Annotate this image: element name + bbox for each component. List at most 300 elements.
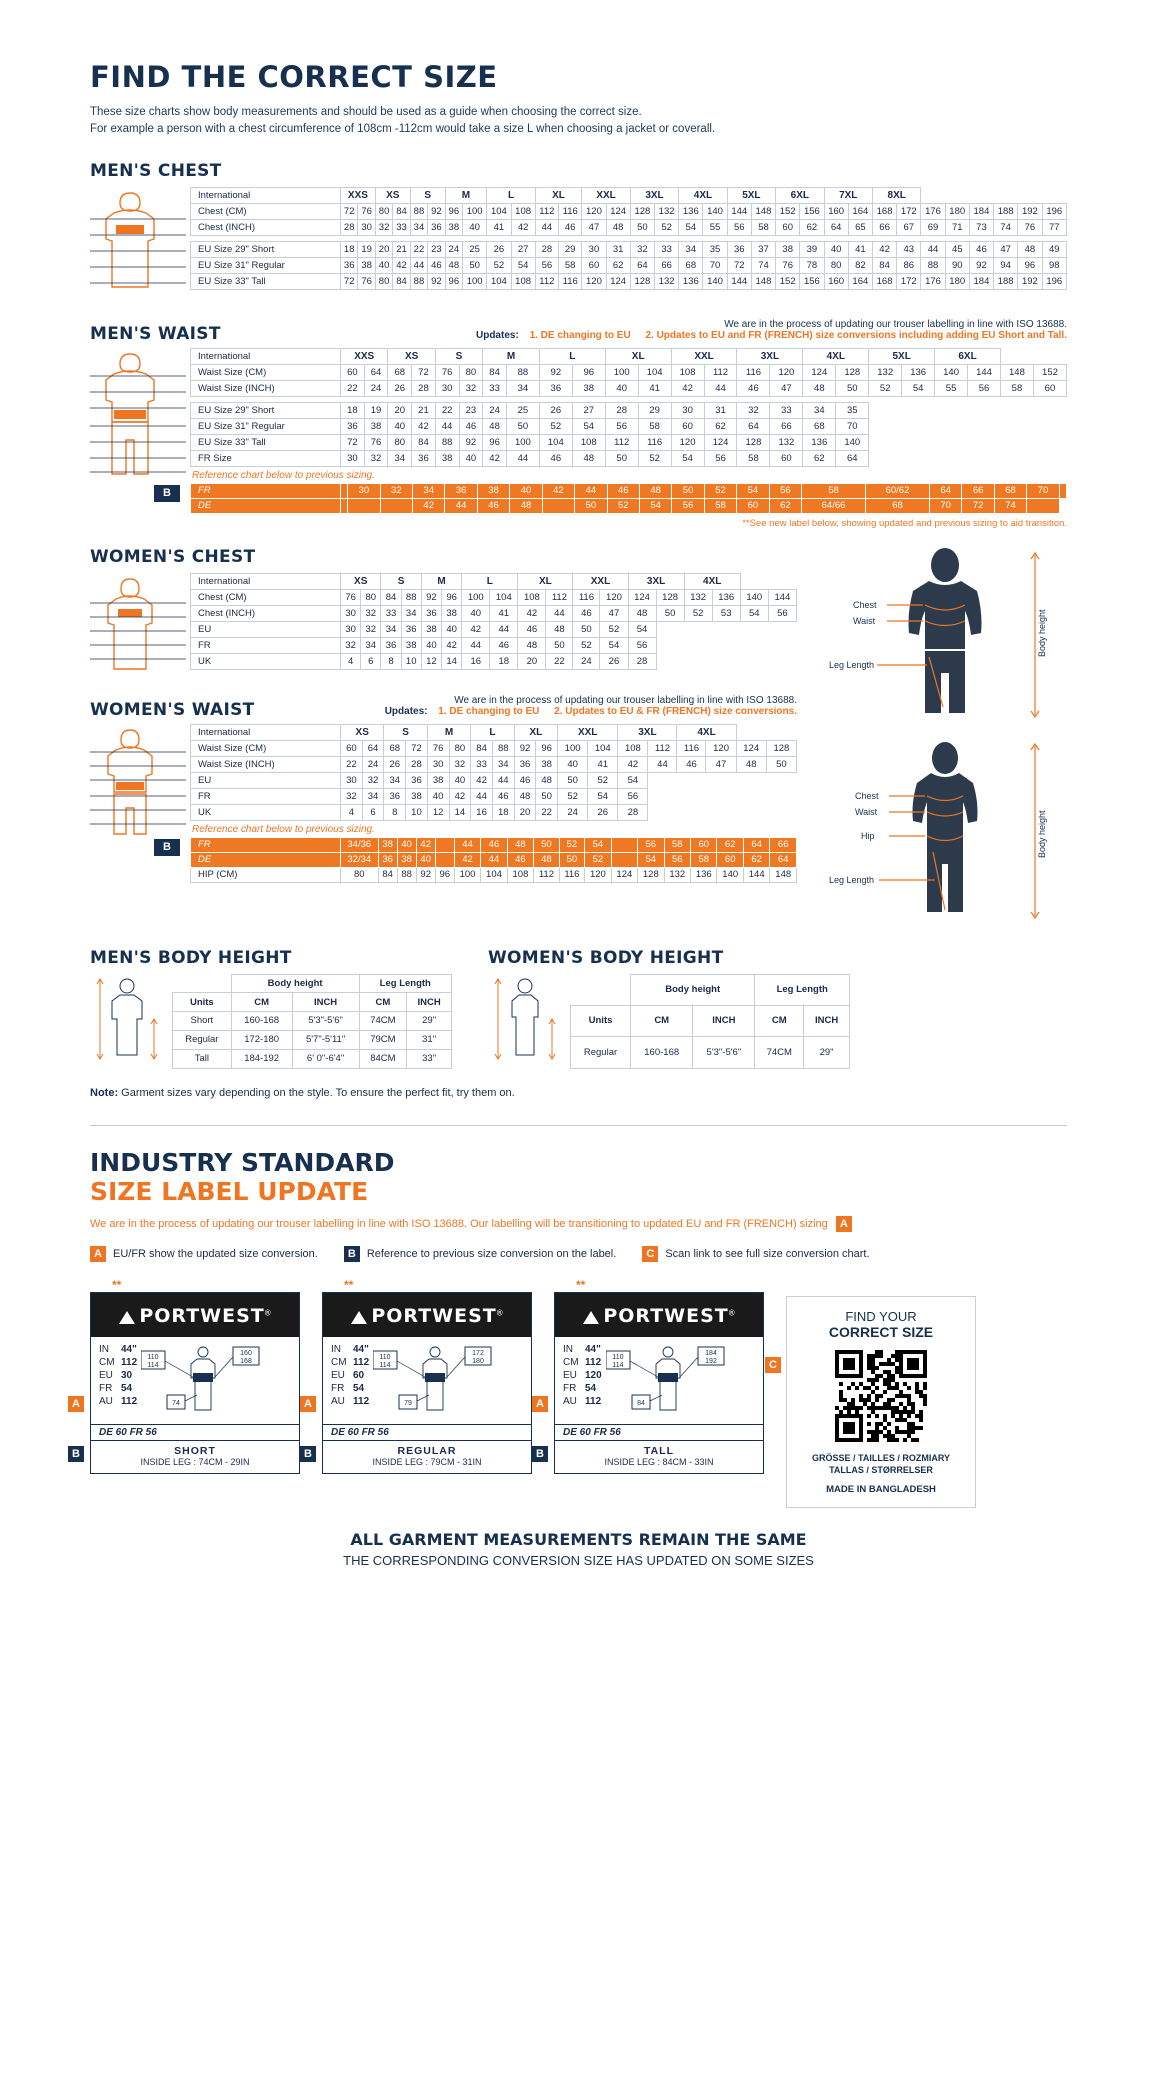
table-cell: 38	[421, 621, 441, 637]
table-cell: 42	[471, 772, 493, 788]
table-cell: 42	[518, 605, 546, 621]
table-cell: 76	[341, 589, 361, 605]
legend-tag-c: C	[642, 1246, 658, 1262]
label-body	[323, 1337, 531, 1424]
table-cell: 28	[605, 402, 638, 418]
table-row	[191, 756, 797, 772]
table-cell: 26	[384, 756, 406, 772]
table-cell: 88	[921, 257, 945, 273]
table-cell: 34	[413, 483, 445, 498]
table-row	[191, 653, 797, 669]
table-cell: 66	[872, 219, 896, 235]
table-cell: 90	[945, 257, 969, 273]
table-cell: 108	[507, 867, 533, 882]
table-cell: 52	[573, 637, 600, 653]
table-row	[173, 1049, 452, 1068]
table-cell: 128	[766, 740, 796, 756]
sub-header: CM	[755, 1005, 804, 1036]
table-cell: 41	[487, 219, 511, 235]
table-cell: 168	[872, 273, 896, 289]
table-cell: 84	[393, 203, 410, 219]
table-cell: 47	[994, 241, 1018, 257]
industry-title-2: SIZE LABEL UPDATE	[90, 1176, 369, 1206]
table-cell: 36	[381, 637, 401, 653]
label-legend	[90, 1246, 1067, 1262]
legend-item-b	[344, 1246, 616, 1262]
size-codes	[563, 1343, 602, 1422]
table-cell: 56	[769, 483, 801, 498]
table-cell: 152	[776, 203, 800, 219]
table-cell: 60	[671, 418, 704, 434]
table-cell: 44	[546, 605, 573, 621]
table-cell: 54	[740, 605, 768, 621]
mens-chest-table	[190, 187, 1067, 290]
table-cell: 40	[421, 637, 441, 653]
table-cell: 27	[511, 241, 535, 257]
table-cell: 116	[573, 589, 600, 605]
header-size: M	[445, 187, 487, 203]
table-cell: 36	[428, 219, 445, 235]
brand-name: PORTWEST	[603, 1304, 729, 1327]
group-header: Body height	[231, 974, 359, 993]
label-tag-b: B	[68, 1446, 84, 1462]
table-cell: 188	[994, 203, 1018, 219]
womens-waist-iso-note: We are in the process of updating our trouser labelling in line with ISO 13688.	[454, 694, 797, 706]
table-cell: 24	[362, 756, 384, 772]
code-value: 44"	[585, 1343, 601, 1355]
table-cell: 38	[776, 241, 800, 257]
table-cell: 152	[776, 273, 800, 289]
table-cell: 108	[511, 203, 535, 219]
table-cell: 76	[1018, 219, 1042, 235]
table-cell: 33	[471, 756, 493, 772]
womens-waist-update-1: 1. DE changing to EU	[438, 705, 540, 717]
size-codes	[99, 1343, 137, 1422]
table-cell: 60	[1033, 380, 1066, 396]
womens-waist-update-2: 2. Updates to EU & FR (FRENCH) size conversions.	[554, 705, 797, 717]
legend-item-a	[90, 1246, 318, 1262]
table-cell: 79CM	[359, 1030, 407, 1049]
table-cell: 33	[393, 219, 410, 235]
table-cell: 40	[605, 380, 638, 396]
table-cell: 29	[638, 402, 671, 418]
table-cell: 31"	[407, 1030, 452, 1049]
table-cell: 52	[684, 605, 712, 621]
table-cell: 49	[1042, 241, 1067, 257]
table-cell: 42	[462, 621, 490, 637]
table-cell: 68	[388, 364, 412, 380]
table-cell: 30	[435, 380, 459, 396]
table-cell: 36	[406, 772, 428, 788]
table-cell: 60	[691, 837, 717, 852]
table-cell: 74	[994, 498, 1026, 513]
table-cell: 192	[1018, 203, 1042, 219]
table-cell: 41	[848, 241, 872, 257]
table-cell: 88	[492, 740, 514, 756]
table-cell: 42	[442, 637, 462, 653]
table-cell: 6	[362, 804, 384, 820]
table-cell: 22	[536, 804, 558, 820]
table-cell: 36	[384, 788, 406, 804]
label-footer	[91, 1440, 299, 1473]
header-size: XXS	[341, 187, 376, 203]
table-cell: 172	[897, 273, 921, 289]
table-cell: 44	[445, 498, 477, 513]
table-cell: 184	[969, 273, 993, 289]
table-cell: 132	[655, 203, 679, 219]
legend-tag-a: A	[90, 1246, 106, 1262]
female-height-figure	[488, 974, 562, 1069]
legend-tag-b: B	[344, 1246, 360, 1262]
table-cell: 164	[848, 273, 872, 289]
table-cell: 50	[630, 219, 654, 235]
table-cell: 68	[866, 498, 930, 513]
table-cell: 23	[459, 402, 483, 418]
table-cell: 32	[630, 241, 654, 257]
table-cell: 112	[605, 434, 638, 450]
size-code-line	[331, 1395, 369, 1408]
table-cell: 28	[406, 756, 428, 772]
table-cell: 54	[628, 621, 656, 637]
header-size: S	[384, 724, 427, 740]
table-cell: 84	[381, 589, 401, 605]
table-cell: 47	[706, 756, 736, 772]
table-cell: 46	[459, 418, 483, 434]
code-value: 60	[353, 1369, 365, 1381]
table-cell: 104	[490, 589, 518, 605]
table-cell: 40	[388, 418, 412, 434]
table-cell: 160	[824, 273, 848, 289]
table-cell: 112	[535, 203, 558, 219]
table-cell: 29"	[804, 1037, 850, 1068]
table-cell: 70	[836, 418, 869, 434]
hip-row	[191, 867, 797, 882]
table-cell: 40	[462, 605, 490, 621]
table-cell: 74CM	[755, 1037, 804, 1068]
previous-size-text: DE 60 FR 56	[323, 1424, 531, 1440]
size-code-line	[99, 1356, 137, 1369]
table-row	[191, 241, 1067, 257]
table-cell	[348, 498, 380, 513]
table-cell: 60	[341, 364, 365, 380]
table-cell: 48	[606, 219, 630, 235]
table-cell: 33	[655, 241, 679, 257]
table-cell: 124	[628, 589, 656, 605]
table-cell: 44	[704, 380, 737, 396]
qr-languages-2: TALLAS / STØRRELSER	[829, 1464, 933, 1475]
table-row	[191, 418, 1067, 434]
header-size: XL	[605, 348, 671, 364]
qr-tag-c: C	[765, 1357, 781, 1373]
table-cell: 108	[572, 434, 605, 450]
table-cell: 74	[751, 257, 775, 273]
closing-line-2: THE CORRESPONDING CONVERSION SIZE HAS UPDATED ON SOME SIZES	[343, 1552, 814, 1568]
table-cell: 30	[341, 621, 361, 637]
table-cell: 69	[921, 219, 945, 235]
table-cell: 77	[1042, 219, 1067, 235]
table-cell: 48	[483, 418, 507, 434]
section-divider	[90, 1125, 1067, 1126]
table-cell: 46	[490, 637, 518, 653]
table-cell: 58	[802, 483, 866, 498]
table-cell: 46	[477, 498, 509, 513]
header-size: S	[381, 573, 421, 589]
table-cell: 144	[727, 273, 751, 289]
label-footer	[555, 1440, 763, 1473]
header-size: 3XL	[618, 724, 677, 740]
table-cell: 48	[510, 498, 542, 513]
table-cell: 62	[769, 498, 801, 513]
table-cell: 144	[743, 867, 769, 882]
qr-code-image[interactable]	[835, 1350, 927, 1442]
table-cell: 5'3"-5'6"	[693, 1037, 755, 1068]
code-key: CM	[331, 1356, 347, 1368]
row-label: FR Size	[191, 450, 341, 466]
table-cell: 144	[968, 364, 1001, 380]
table-cell: 18	[490, 653, 518, 669]
svg-text:79: 79	[404, 1399, 413, 1407]
svg-text:192: 192	[704, 1357, 717, 1365]
table-cell: 116	[559, 203, 582, 219]
brand-header	[91, 1293, 299, 1337]
previous-size-text: DE 60 FR 56	[91, 1424, 299, 1440]
table-cell: 74	[994, 219, 1018, 235]
size-code-line	[563, 1395, 602, 1408]
table-cell: 32	[341, 637, 361, 653]
code-value: 112	[585, 1356, 602, 1368]
table-cell: 34	[410, 219, 427, 235]
female-hip-label: Hip	[861, 830, 875, 841]
table-cell: 16	[462, 653, 490, 669]
row-label: Waist Size (INCH)	[191, 380, 341, 396]
table-cell: 48	[628, 605, 656, 621]
row-label: EU Size 29" Short	[191, 402, 341, 418]
mens-chest-heading: MEN'S CHEST	[90, 160, 222, 181]
size-code-line	[563, 1382, 602, 1395]
table-cell: 120	[706, 740, 736, 756]
table-cell: 50	[463, 257, 487, 273]
table-cell: Regular	[571, 1037, 631, 1068]
sub-header: INCH	[693, 1005, 755, 1036]
table-cell: 60	[582, 257, 606, 273]
table-cell: 30	[341, 450, 365, 466]
table-cell: 40	[427, 788, 449, 804]
table-cell: 50	[575, 498, 607, 513]
size-code-line	[99, 1369, 137, 1382]
table-cell: 22	[435, 402, 459, 418]
table-cell: 32	[375, 219, 392, 235]
table-cell: 148	[1000, 364, 1033, 380]
table-cell: 10	[406, 804, 428, 820]
table-cell: 28	[535, 241, 558, 257]
table-cell: Regular	[173, 1030, 232, 1049]
table-cell: 42	[618, 756, 648, 772]
table-cell: 22	[341, 756, 363, 772]
table-cell: 44	[535, 219, 558, 235]
table-cell: 160-168	[231, 1012, 292, 1031]
label-size-name: TALL	[643, 1444, 675, 1457]
table-cell: 76	[358, 273, 375, 289]
size-code-line	[563, 1369, 602, 1382]
table-cell: 112	[704, 364, 737, 380]
table-cell: 56	[628, 637, 656, 653]
table-cell	[1027, 498, 1059, 513]
table-cell: 56	[535, 257, 558, 273]
table-cell: 70	[929, 498, 961, 513]
table-cell: 33	[770, 402, 803, 418]
table-cell: 62	[717, 837, 743, 852]
table-cell: 124	[606, 273, 630, 289]
sub-header: Units	[173, 993, 232, 1012]
table-cell: 44	[454, 837, 480, 852]
table-cell: 116	[677, 740, 706, 756]
table-cell: 52	[559, 837, 584, 852]
table-cell: Tall	[173, 1049, 232, 1068]
qr-title-1: FIND YOUR	[845, 1308, 917, 1324]
table-cell: 34	[388, 450, 412, 466]
sub-header: CM	[231, 993, 292, 1012]
table-cell: 32	[449, 756, 471, 772]
table-cell: 136	[679, 273, 703, 289]
header-size: 6XL	[776, 187, 824, 203]
table-cell	[542, 498, 574, 513]
table-cell: 20	[388, 402, 412, 418]
table-cell: 42	[413, 498, 445, 513]
table-cell: 33	[381, 605, 401, 621]
female-leg-label: Leg Length	[829, 874, 875, 885]
svg-text:184: 184	[704, 1349, 717, 1357]
table-cell: 172	[897, 203, 921, 219]
table-cell: 50	[534, 837, 559, 852]
table-cell: 48	[639, 483, 671, 498]
size-label-card	[536, 1277, 764, 1474]
table-cell: 30	[671, 402, 704, 418]
group-header: Leg Length	[359, 974, 451, 993]
table-cell: 14	[442, 653, 462, 669]
table-cell: 54	[572, 418, 605, 434]
table-cell: 78	[800, 257, 824, 273]
female-chest-label: Chest	[855, 790, 879, 801]
table-cell: 36	[421, 605, 441, 621]
row-label: Chest (INCH)	[191, 219, 341, 235]
row-label: Waist Size (CM)	[191, 740, 341, 756]
header-size: XS	[341, 724, 384, 740]
table-cell: 104	[481, 867, 507, 882]
table-cell: 32	[361, 621, 381, 637]
code-key: CM	[563, 1356, 579, 1368]
table-cell: 34	[492, 756, 514, 772]
table-cell: 92	[459, 434, 483, 450]
table-cell: 58	[691, 852, 717, 867]
table-cell: 33	[483, 380, 507, 396]
table-cell: 22	[341, 380, 365, 396]
table-cell: 32	[737, 402, 770, 418]
header-size: 4XL	[679, 187, 727, 203]
table-cell: 66	[770, 837, 797, 852]
previous-size-row	[191, 852, 797, 867]
table-cell: 40	[449, 772, 471, 788]
table-cell: 58	[664, 837, 690, 852]
table-cell: 18	[492, 804, 514, 820]
table-cell: 100	[454, 867, 480, 882]
table-cell: 52	[585, 852, 611, 867]
table-cell: 80	[341, 867, 379, 882]
table-cell: 28	[628, 653, 656, 669]
table-cell: 46	[607, 483, 639, 498]
mens-waist-iso-note: We are in the process of updating our trouser labelling in line with ISO 13688.	[724, 318, 1067, 330]
table-cell: 36	[445, 483, 477, 498]
table-cell: 104	[539, 434, 572, 450]
header-size: XXL	[671, 348, 737, 364]
table-cell: 58	[751, 219, 775, 235]
table-cell: 34/36	[341, 837, 379, 852]
table-cell: 168	[872, 203, 896, 219]
label-box	[554, 1292, 764, 1474]
sub-header-row	[571, 1005, 850, 1036]
label-tag-a: A	[532, 1396, 548, 1412]
mens-waist-badge-b: B	[154, 485, 180, 502]
label-body	[91, 1337, 299, 1424]
table-cell: 48	[534, 852, 559, 867]
table-cell: 36	[412, 450, 436, 466]
svg-text:114: 114	[612, 1361, 624, 1369]
previous-size-row	[191, 483, 1067, 498]
table-cell: 58	[638, 418, 671, 434]
table-cell: 196	[1042, 203, 1067, 219]
table-cell: 50	[559, 852, 584, 867]
table-cell: 92	[969, 257, 993, 273]
row-label: EU	[191, 772, 341, 788]
header-size: XS	[341, 573, 381, 589]
code-value: 112	[353, 1395, 370, 1407]
table-cell: 96	[572, 364, 605, 380]
table-cell: 100	[462, 589, 490, 605]
legend-item-c	[642, 1246, 869, 1262]
table-cell: 4	[341, 653, 361, 669]
row-label: EU Size 33" Tall	[191, 273, 341, 289]
table-cell: 72	[341, 434, 365, 450]
table-cell: 80	[361, 589, 381, 605]
table-cell: 38	[445, 219, 462, 235]
row-label: HIP (CM)	[191, 867, 341, 882]
table-cell: 104	[588, 740, 618, 756]
table-cell: 140	[717, 867, 743, 882]
code-key: IN	[99, 1343, 109, 1355]
table-cell: 31	[704, 402, 737, 418]
table-cell: 71	[945, 219, 969, 235]
table-cell: 38	[435, 450, 459, 466]
table-cell: 44	[492, 772, 514, 788]
table-cell: 58	[559, 257, 582, 273]
table-cell: 46	[539, 450, 572, 466]
header-size: XL	[514, 724, 557, 740]
table-cell: 46	[492, 788, 514, 804]
table-cell: 140	[935, 364, 968, 380]
label-tag-b: B	[300, 1446, 316, 1462]
header-size: XL	[518, 573, 573, 589]
table-cell: 82	[848, 257, 872, 273]
table-cell: 33"	[407, 1049, 452, 1068]
table-cell: 132	[655, 273, 679, 289]
table-cell: 25	[506, 402, 539, 418]
womens-waist-badge-b: B	[154, 839, 180, 856]
header-size: XXL	[573, 573, 628, 589]
table-cell: 30	[358, 219, 375, 235]
table-cell: 184-192	[231, 1049, 292, 1068]
table-cell: 22	[546, 653, 573, 669]
intro-line-2: For example a person with a chest circumference of 108cm -112cm would take a size L when choosing a jacket or coverall.	[90, 123, 716, 136]
table-cell: 38	[427, 772, 449, 788]
